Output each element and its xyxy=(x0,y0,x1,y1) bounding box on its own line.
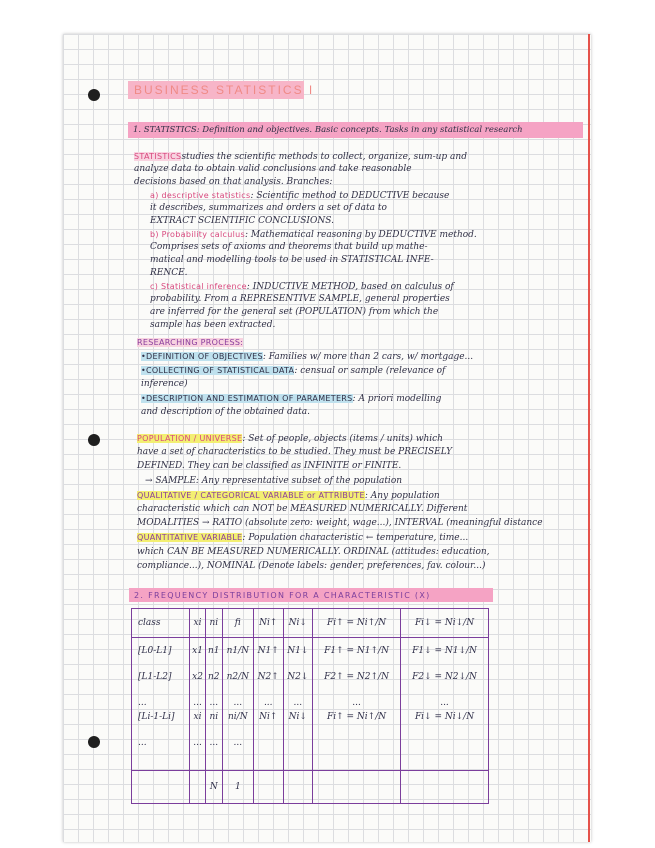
note-line xyxy=(150,228,477,242)
table-cell: N1↑ xyxy=(257,646,279,656)
table-cell: n1/N xyxy=(226,646,250,656)
column-header: Ni↑ xyxy=(253,609,283,638)
column-header: Ni↓ xyxy=(283,609,313,638)
table-cell-column xyxy=(401,638,489,771)
note-line xyxy=(137,489,440,503)
table-cell-column xyxy=(253,638,283,771)
column-header: ni xyxy=(205,609,222,638)
note-line xyxy=(137,560,485,573)
note-text: : Any population xyxy=(364,490,440,501)
total-cell xyxy=(253,771,283,804)
note-text: compliance...), NOMINAL (Denote labels: gender, preferences, fav. colour...) xyxy=(137,560,486,571)
note-text: probability. From a REPRESENTIVE SAMPLE, general properties xyxy=(150,294,450,304)
table-cell: N2↓ xyxy=(287,672,309,682)
note-text: inference) xyxy=(141,379,188,389)
table-cell: ... xyxy=(233,738,243,748)
note-line xyxy=(141,378,188,391)
table-cell: ... xyxy=(209,698,219,708)
note-text: decisions based on that analysis. Branches: xyxy=(134,177,333,187)
note-line xyxy=(137,517,543,530)
table-cell: ni xyxy=(209,712,219,722)
table-cell: Ni↑ xyxy=(259,712,278,722)
table-cell: n2/N xyxy=(226,672,250,682)
table-cell-column xyxy=(132,638,190,771)
section-1-heading: 1. STATISTICS: Definition and objectives. Basic concepts. Tasks in any statistical research xyxy=(133,125,523,135)
table-cell: ... xyxy=(440,698,449,708)
note-line xyxy=(137,460,401,473)
note-text: : A priori modelling xyxy=(352,394,442,404)
note-text: : Scientific method to DEDUCTIVE because xyxy=(250,191,450,201)
note-line xyxy=(141,350,473,364)
table-cell: ... xyxy=(138,738,147,748)
term-label: •DEFINITION OF OBJECTIVES xyxy=(141,352,263,361)
table-cell: [L0-L1] xyxy=(138,646,172,656)
term-label: POPULATION / UNIVERSE xyxy=(137,434,243,443)
note-text: : Families w/ more than 2 cars, w/ mortgage... xyxy=(262,352,474,362)
section-2-heading: 2. FREQUENCY DISTRIBUTION FOR A CHARACTERISTIC (X) xyxy=(134,591,431,600)
table-cell: x2 xyxy=(192,672,203,682)
total-cell xyxy=(283,771,313,804)
note-line xyxy=(134,150,467,164)
table-cell: ... xyxy=(193,698,202,708)
note-text: matical and modelling tools to be used in STATISTICAL INFE- xyxy=(150,255,434,265)
term-label: •COLLECTING OF STATISTICAL DATA xyxy=(141,366,295,375)
note-text: characteristic which can NOT be MEASURED NUMERICALLY. Different xyxy=(137,504,468,514)
table-cell-column xyxy=(222,638,253,771)
table-cell: ... xyxy=(209,738,219,748)
table-cell: n2 xyxy=(208,672,220,682)
column-header: Fi↓ = Ni↓/N xyxy=(401,609,489,638)
table-cell: N1↓ xyxy=(287,646,309,656)
note-line xyxy=(150,293,450,306)
table-cell xyxy=(284,736,313,750)
total-cell xyxy=(190,771,206,804)
note-line xyxy=(150,215,334,228)
note-line xyxy=(150,280,454,294)
term-label: QUANTITATIVE VARIABLE xyxy=(137,533,243,543)
note-line xyxy=(137,531,468,545)
table-cell: n1 xyxy=(208,646,220,656)
table-row xyxy=(132,638,489,771)
note-text: EXTRACT SCIENTIFIC CONCLUSIONS. xyxy=(150,216,334,226)
note-text: sample has been extracted. xyxy=(150,320,276,330)
note-text: studies the scientific methods to collect, organize, sum-up and xyxy=(181,152,467,162)
note-text: have a set of characteristics to be studied. They must be PRECISELY xyxy=(137,447,453,458)
table-cell: Fi↑ = Ni↑/N xyxy=(326,712,387,722)
total-cell xyxy=(313,771,401,804)
table-cell: ... xyxy=(233,698,243,708)
total-cell xyxy=(401,771,489,804)
total-cell: 1 xyxy=(222,771,253,804)
column-header: Fi↑ = Ni↑/N xyxy=(313,609,401,638)
table-cell: ... xyxy=(193,738,202,748)
table-cell: Fi↓ = Ni↓/N xyxy=(414,712,475,722)
note-line xyxy=(141,364,445,378)
note-text: DEFINED. They can be classified as INFINITE or FINITE. xyxy=(137,461,402,472)
table-cell-column xyxy=(205,638,222,771)
note-line xyxy=(137,503,467,516)
total-cell: N xyxy=(205,771,222,804)
table-cell: ... xyxy=(293,698,303,708)
table-cell: ni/N xyxy=(228,712,248,722)
note-line xyxy=(150,306,438,319)
table-cell: [L1-L2] xyxy=(138,672,172,682)
table-cell-column xyxy=(283,638,313,771)
binder-hole xyxy=(88,89,100,101)
term-label: a) descriptive statistics xyxy=(150,191,251,200)
binder-hole xyxy=(88,434,100,446)
frequency-table xyxy=(131,608,489,804)
table-cell-column xyxy=(313,638,401,771)
term-label: •DESCRIPTION AND ESTIMATION OF PARAMETERS xyxy=(141,394,353,403)
note-text: → SAMPLE: Any representative subset of the population xyxy=(145,475,403,486)
table-cell: Ni↓ xyxy=(288,712,307,722)
note-line xyxy=(141,392,441,406)
note-text: are inferred for the general set (POPULATION) from which the xyxy=(150,307,439,317)
note-text: : censual or sample (relevance of xyxy=(294,366,446,376)
table-header-row xyxy=(132,609,489,638)
note-text: : Mathematical reasoning by DEDUCTIVE method. xyxy=(244,230,477,240)
note-line xyxy=(150,241,427,254)
binder-hole xyxy=(88,736,100,748)
table-cell: F2↑ = N2↑/N xyxy=(324,672,389,682)
column-header: class xyxy=(132,609,190,638)
note-line xyxy=(150,202,387,215)
note-line xyxy=(137,432,443,446)
note-text: it describes, summarizes and orders a set of data to xyxy=(150,203,387,213)
note-line xyxy=(145,475,402,488)
table-cell xyxy=(313,736,400,750)
note-line xyxy=(141,406,310,419)
note-text: and description of the obtained data. xyxy=(141,407,311,417)
table-cell: [Li-1-Li] xyxy=(138,712,175,722)
table-cell: F1↑ = N1↑/N xyxy=(324,646,389,656)
table-cell: ... xyxy=(138,698,147,708)
table-cell xyxy=(401,736,488,750)
term-label: b) Probability calculus xyxy=(150,230,245,239)
table-cell: F2↓ = N2↓/N xyxy=(412,672,477,682)
page-title: BUSINESS STATISTICS I xyxy=(128,81,304,99)
note-line xyxy=(150,319,275,332)
note-text: : INDUCTIVE METHOD, based on calculus of xyxy=(246,282,454,292)
table-cell: F1↓ = N1↓/N xyxy=(412,646,477,656)
note-text: : Set of people, objects (items / units) which xyxy=(242,434,443,444)
note-line xyxy=(137,546,490,559)
note-line xyxy=(150,254,434,267)
column-header: fi xyxy=(222,609,253,638)
column-header: xi xyxy=(190,609,206,638)
table-cell-column xyxy=(190,638,206,771)
research-heading: RESEARCHING PROCESS: xyxy=(137,338,244,347)
table-totals-row xyxy=(132,771,489,804)
note-text: RENCE. xyxy=(150,268,188,278)
note-text: Comprises sets of axioms and theorems that build up mathe- xyxy=(150,242,428,252)
note-line xyxy=(137,446,452,459)
total-cell xyxy=(132,771,190,804)
table-cell xyxy=(254,736,283,750)
term-label: QUALITATIVE / CATEGORICAL VARIABLE or ATTRIBUTE xyxy=(137,490,365,500)
note-text: MODALITIES → RATIO (absolute zero: weight, wage...), INTERVAL (meaningful distance xyxy=(137,518,543,529)
note-line xyxy=(134,163,412,176)
margin-line xyxy=(588,34,590,842)
note-line xyxy=(150,189,449,203)
note-text: analyze data to obtain valid conclusions and take reasonable xyxy=(134,164,412,174)
table-cell: xi xyxy=(193,712,202,722)
term-label: c) Statistical inference xyxy=(150,282,247,291)
term-label: STATISTICS xyxy=(134,152,182,161)
table-cell: x1 xyxy=(192,646,203,656)
note-text: which CAN BE MEASURED NUMERICALLY. ORDINAL (attitudes: education, xyxy=(137,546,490,557)
table-cell: ... xyxy=(352,698,361,708)
table-cell: ... xyxy=(263,698,273,708)
note-line xyxy=(134,176,332,189)
note-text: : Population characteristic ← temperature, time... xyxy=(242,533,469,544)
note-line xyxy=(150,267,188,280)
table-cell: N2↑ xyxy=(257,672,279,682)
